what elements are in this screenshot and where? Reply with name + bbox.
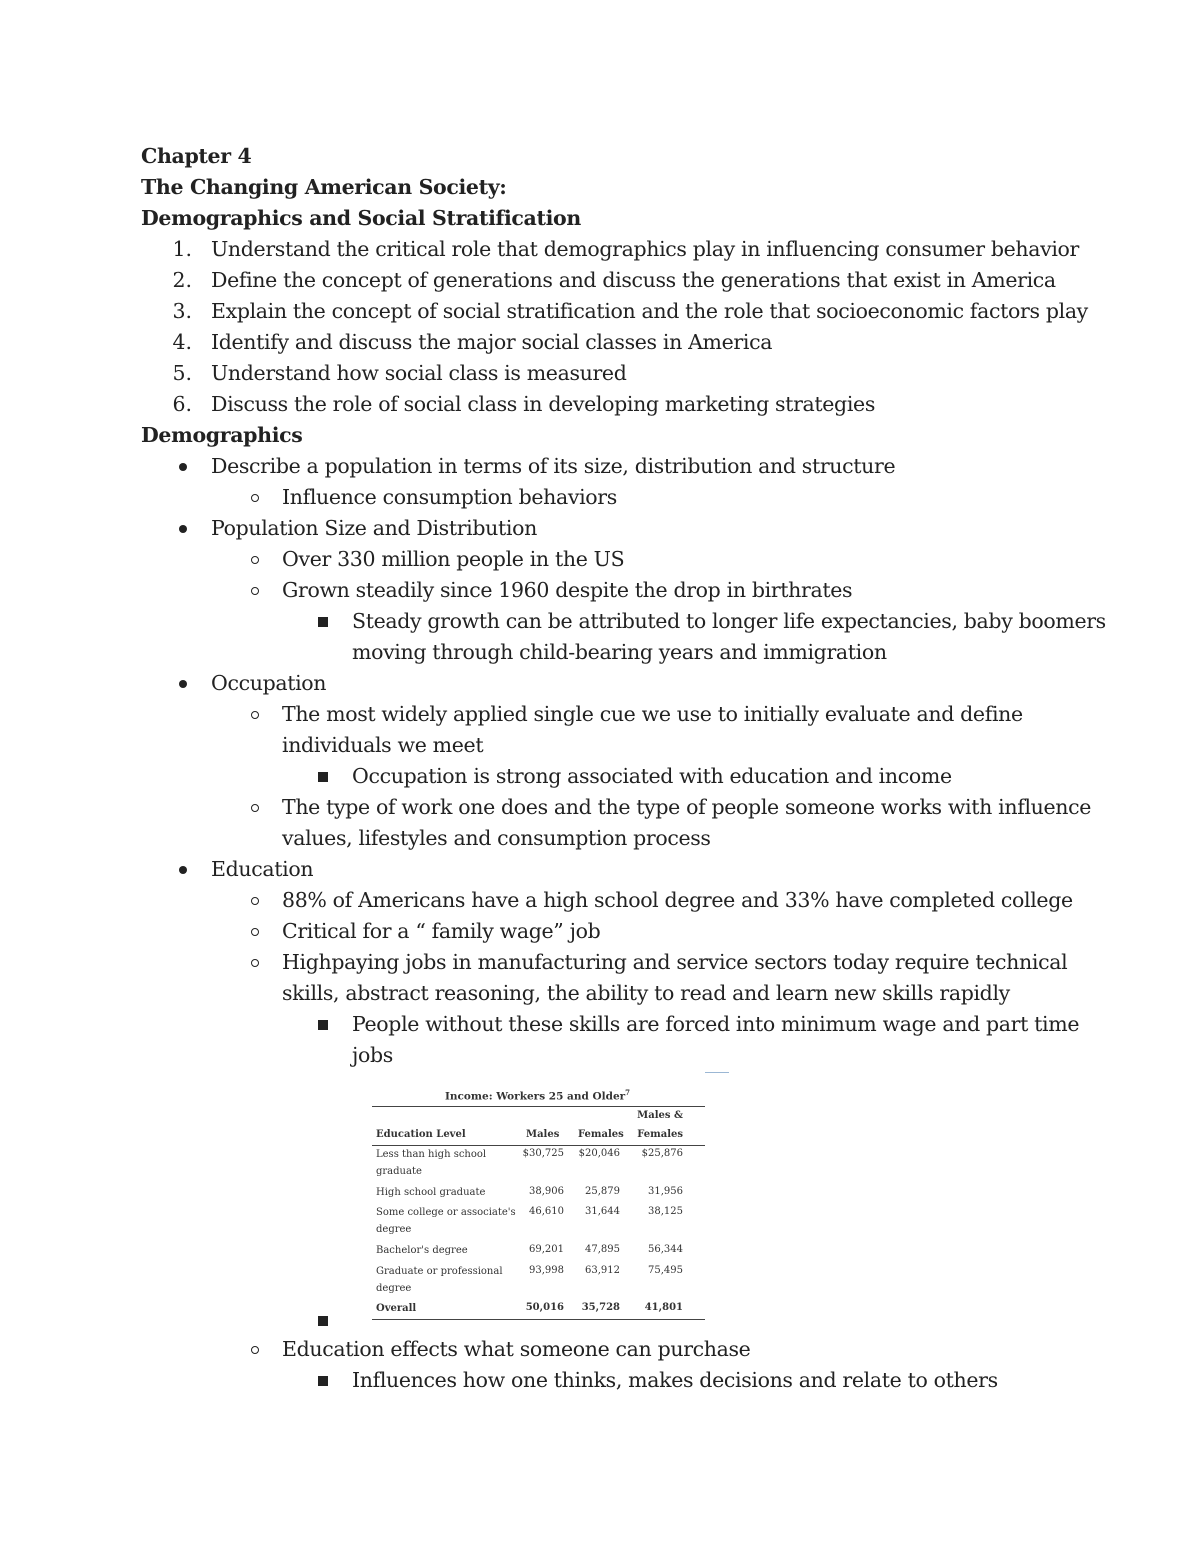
bullet-square-icon <box>318 772 328 782</box>
bullet-item: Describe a population in terms of its size, distribution and structure <box>211 454 896 478</box>
table-row-label: Bachelor's degree <box>376 1245 468 1256</box>
bullet-item: Population Size and Distribution <box>211 516 537 540</box>
sub-bullet-item: Critical for a “ family wage” job <box>282 919 601 943</box>
table-cell-males: 69,201 <box>529 1244 564 1255</box>
table-cell-males: $30,725 <box>522 1148 564 1159</box>
bullet-circle-icon <box>251 494 259 502</box>
section-title: Demographics <box>141 423 303 447</box>
sub-bullet-item: Highpaying jobs in manufacturing and service sectors today require technical <box>282 950 1068 974</box>
sub-bullet-item: Over 330 million people in the US <box>282 547 625 571</box>
bullet-item: Education <box>211 857 314 881</box>
list-number: 4. <box>172 330 192 354</box>
chapter-title: The Changing American Society: <box>141 175 507 199</box>
objective-item: Explain the concept of social stratification and the role that socioeconomic factors play <box>211 299 1088 323</box>
bullet-circle-icon <box>251 711 259 719</box>
table-cell-both: $25,876 <box>641 1148 683 1159</box>
table-row-label: Some college or associate's degree <box>376 1207 516 1235</box>
table-cell-females: 31,644 <box>585 1206 620 1217</box>
sub-sub-bullet-item: Steady growth can be attributed to longer life expectancies, baby boomers <box>352 609 1106 633</box>
table-cell-both: 38,125 <box>648 1206 683 1217</box>
table-row-label: Graduate or professional degree <box>376 1266 503 1294</box>
header-both-line2: Females <box>637 1129 683 1140</box>
bullet-square-icon <box>318 1316 328 1326</box>
chapter-subtitle: Demographics and Social Stratification <box>141 206 581 230</box>
bullet-square-icon <box>318 1020 328 1030</box>
decorative-rule <box>705 1072 729 1073</box>
list-number: 2. <box>172 268 192 292</box>
sub-bullet-continuation: skills, abstract reasoning, the ability to read and learn new skills rapidly <box>282 981 1010 1005</box>
list-number: 6. <box>172 392 192 416</box>
bullet-circle-icon <box>251 556 259 564</box>
sub-sub-bullet-item: Influences how one thinks, makes decisions and relate to others <box>352 1368 998 1392</box>
list-number: 1. <box>172 237 192 261</box>
sub-bullet-item: Education effects what someone can purchase <box>282 1337 751 1361</box>
bullet-dot-icon <box>179 680 187 688</box>
table-cell-males: 46,610 <box>529 1206 564 1217</box>
table-overall-males: 50,016 <box>525 1302 564 1313</box>
sub-sub-bullet-continuation: moving through child-bearing years and immigration <box>352 640 887 664</box>
table-caption: Income: Workers 25 and Older$^7$ <box>444 1088 631 1103</box>
bullet-circle-icon <box>251 587 259 595</box>
table-overall-both: 41,801 <box>644 1302 683 1313</box>
sub-bullet-item: 88% of Americans have a high school degree and 33% have completed college <box>282 888 1073 912</box>
income-table <box>370 1082 705 1322</box>
sub-bullet-item: Grown steadily since 1960 despite the drop in birthrates <box>282 578 853 602</box>
table-cell-females: 63,912 <box>585 1265 620 1276</box>
table-cell-males: 38,906 <box>529 1186 564 1197</box>
sub-bullet-item: Influence consumption behaviors <box>282 485 617 509</box>
sub-sub-bullet-continuation: jobs <box>352 1043 393 1067</box>
table-cell-both: 75,495 <box>648 1265 683 1276</box>
header-females: Females <box>578 1129 624 1140</box>
bullet-item: Occupation <box>211 671 327 695</box>
objective-item: Understand the critical role that demographics play in influencing consumer behavior <box>211 237 1079 261</box>
objective-item: Discuss the role of social class in developing marketing strategies <box>211 392 875 416</box>
sub-bullet-item: The most widely applied single cue we use to initially evaluate and define <box>282 702 1023 726</box>
table-cell-females: 25,879 <box>585 1186 620 1197</box>
bullet-circle-icon <box>251 804 259 812</box>
bullet-square-icon <box>318 1376 328 1386</box>
objective-item: Identify and discuss the major social classes in America <box>211 330 773 354</box>
objective-item: Understand how social class is measured <box>211 361 627 385</box>
sub-bullet-continuation: individuals we meet <box>282 733 484 757</box>
bullet-circle-icon <box>251 928 259 936</box>
bullet-circle-icon <box>251 1346 259 1354</box>
list-number: 3. <box>172 299 192 323</box>
bullet-dot-icon <box>179 866 187 874</box>
bullet-square-icon <box>318 617 328 627</box>
table-overall-females: 35,728 <box>581 1302 620 1313</box>
table-row-label: Less than high school graduate <box>376 1149 487 1177</box>
table-cell-females: 47,895 <box>585 1244 620 1255</box>
sub-bullet-item: The type of work one does and the type of people someone works with influence <box>282 795 1092 819</box>
sub-sub-bullet-item: Occupation is strong associated with education and income <box>352 764 952 788</box>
header-both-line1: Males & <box>637 1110 683 1121</box>
header-education-level: Education Level <box>376 1129 466 1140</box>
bullet-dot-icon <box>179 525 187 533</box>
bullet-circle-icon <box>251 897 259 905</box>
objective-item: Define the concept of generations and discuss the generations that exist in America <box>211 268 1056 292</box>
bullet-circle-icon <box>251 959 259 967</box>
table-cell-both: 31,956 <box>648 1186 683 1197</box>
list-number: 5. <box>172 361 192 385</box>
table-top-rule <box>372 1106 705 1107</box>
sub-sub-bullet-item: People without these skills are forced into minimum wage and part time <box>352 1012 1080 1036</box>
chapter-label: Chapter 4 <box>141 144 252 168</box>
sub-bullet-continuation: values, lifestyles and consumption process <box>282 826 711 850</box>
bullet-dot-icon <box>179 463 187 471</box>
table-overall-label: Overall <box>376 1303 417 1314</box>
table-cell-females: $20,046 <box>578 1148 620 1159</box>
table-cell-both: 56,344 <box>648 1244 683 1255</box>
table-bottom-rule <box>372 1319 705 1320</box>
table-row-label: High school graduate <box>376 1187 486 1198</box>
header-males: Males <box>526 1129 560 1140</box>
table-cell-males: 93,998 <box>529 1265 564 1276</box>
